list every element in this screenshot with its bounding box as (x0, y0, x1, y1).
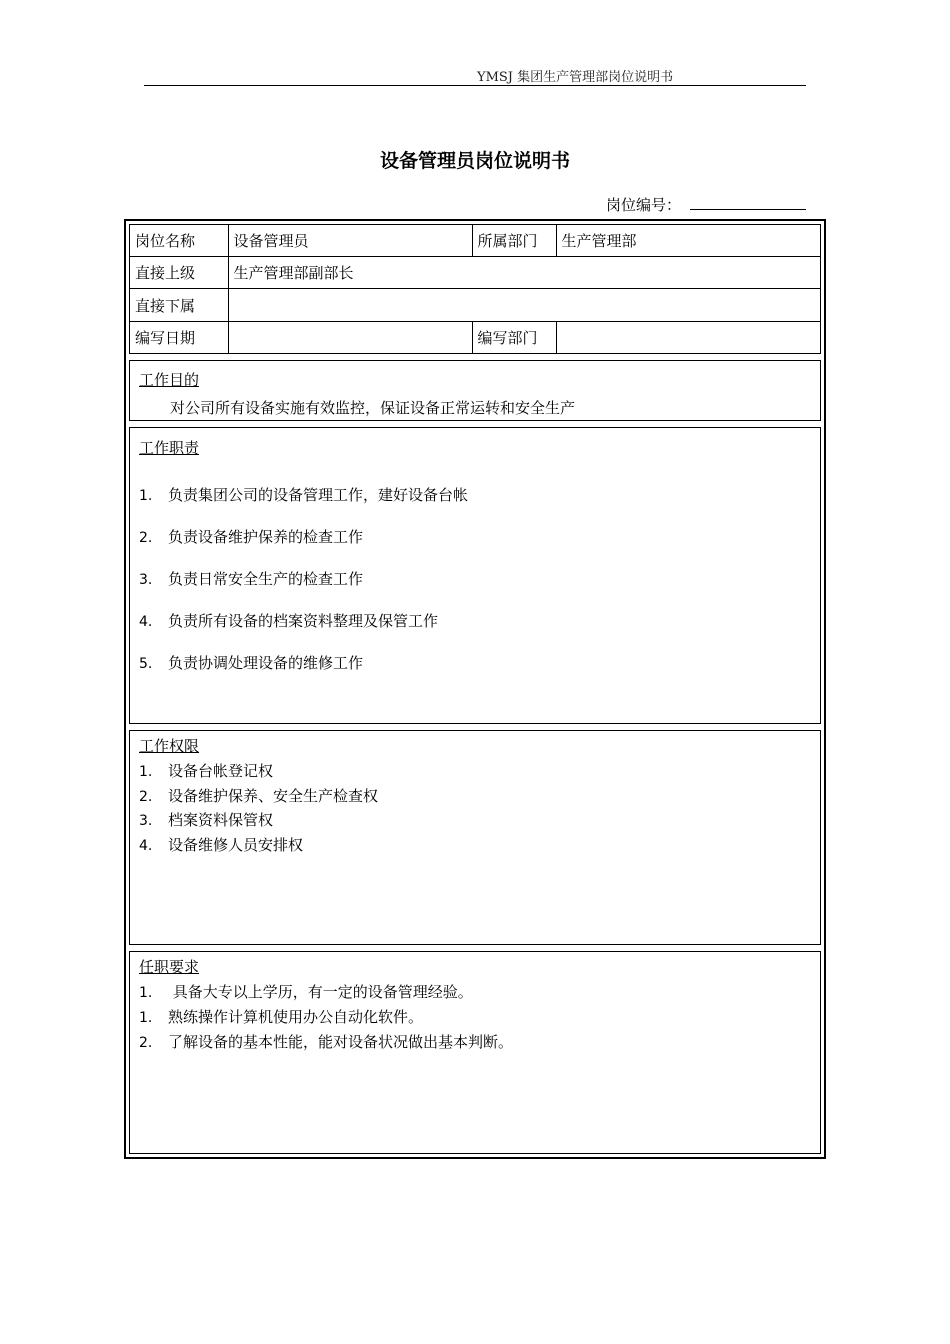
subordinate-label: 直接下属 (130, 289, 228, 321)
document-header: YMSJ 集团生产管理部岗位说明书 (477, 70, 674, 85)
post-number-field[interactable] (690, 209, 806, 210)
subordinate-value (228, 289, 820, 321)
requirements-section (124, 948, 826, 1159)
info-section (124, 219, 826, 357)
department-label: 所属部门 (472, 225, 556, 257)
requirements-title: 任职要求 (139, 958, 200, 976)
duties-title: 工作职责 (139, 439, 200, 457)
info-table (130, 225, 820, 353)
date-label: 编写日期 (130, 321, 228, 353)
date-value (228, 321, 472, 353)
list-item: 2. 了解设备的基本性能，能对设备状况做出基本判断。 (139, 1033, 514, 1051)
table-row (130, 225, 820, 257)
table-row (130, 289, 820, 321)
purpose-title: 工作目的 (139, 371, 200, 389)
authority-title: 工作权限 (139, 737, 200, 755)
list-item: 3. 档案资料保管权 (139, 811, 274, 829)
list-item: 4. 设备维修人员安排权 (139, 836, 304, 854)
list-item: 1. 设备台帐登记权 (139, 762, 274, 780)
post-number-label: 岗位编号： (606, 196, 682, 214)
list-item: 1. 具备大专以上学历，有一定的设备管理经验。 (139, 983, 473, 1001)
header-rule (144, 85, 806, 86)
superior-value: 生产管理部副部长 (228, 257, 820, 289)
authority-section (124, 727, 826, 948)
author-dept-label: 编写部门 (472, 321, 556, 353)
duties-section (124, 424, 826, 727)
table-row (130, 257, 820, 289)
list-item: 4. 负责所有设备的档案资料整理及保管工作 (139, 612, 439, 630)
superior-label: 直接上级 (130, 257, 228, 289)
department-value: 生产管理部 (556, 225, 820, 257)
list-item: 3. 负责日常安全生产的检查工作 (139, 570, 364, 588)
list-item: 1. 负责集团公司的设备管理工作，建好设备台帐 (139, 486, 469, 504)
purpose-text: 对公司所有设备实施有效监控，保证设备正常运转和安全生产 (170, 399, 576, 417)
table-row (130, 321, 820, 353)
list-item: 2. 设备维护保养、安全生产检查权 (139, 787, 379, 805)
position-name-label: 岗位名称 (130, 225, 228, 257)
list-item: 5. 负责协调处理设备的维修工作 (139, 654, 364, 672)
author-dept-value (556, 321, 820, 353)
page-title: 设备管理员岗位说明书 (379, 150, 570, 172)
list-item: 1. 熟练操作计算机使用办公自动化软件。 (139, 1008, 424, 1026)
purpose-section (124, 357, 826, 424)
list-item: 2. 负责设备维护保养的检查工作 (139, 528, 364, 546)
position-name-value: 设备管理员 (228, 225, 472, 257)
